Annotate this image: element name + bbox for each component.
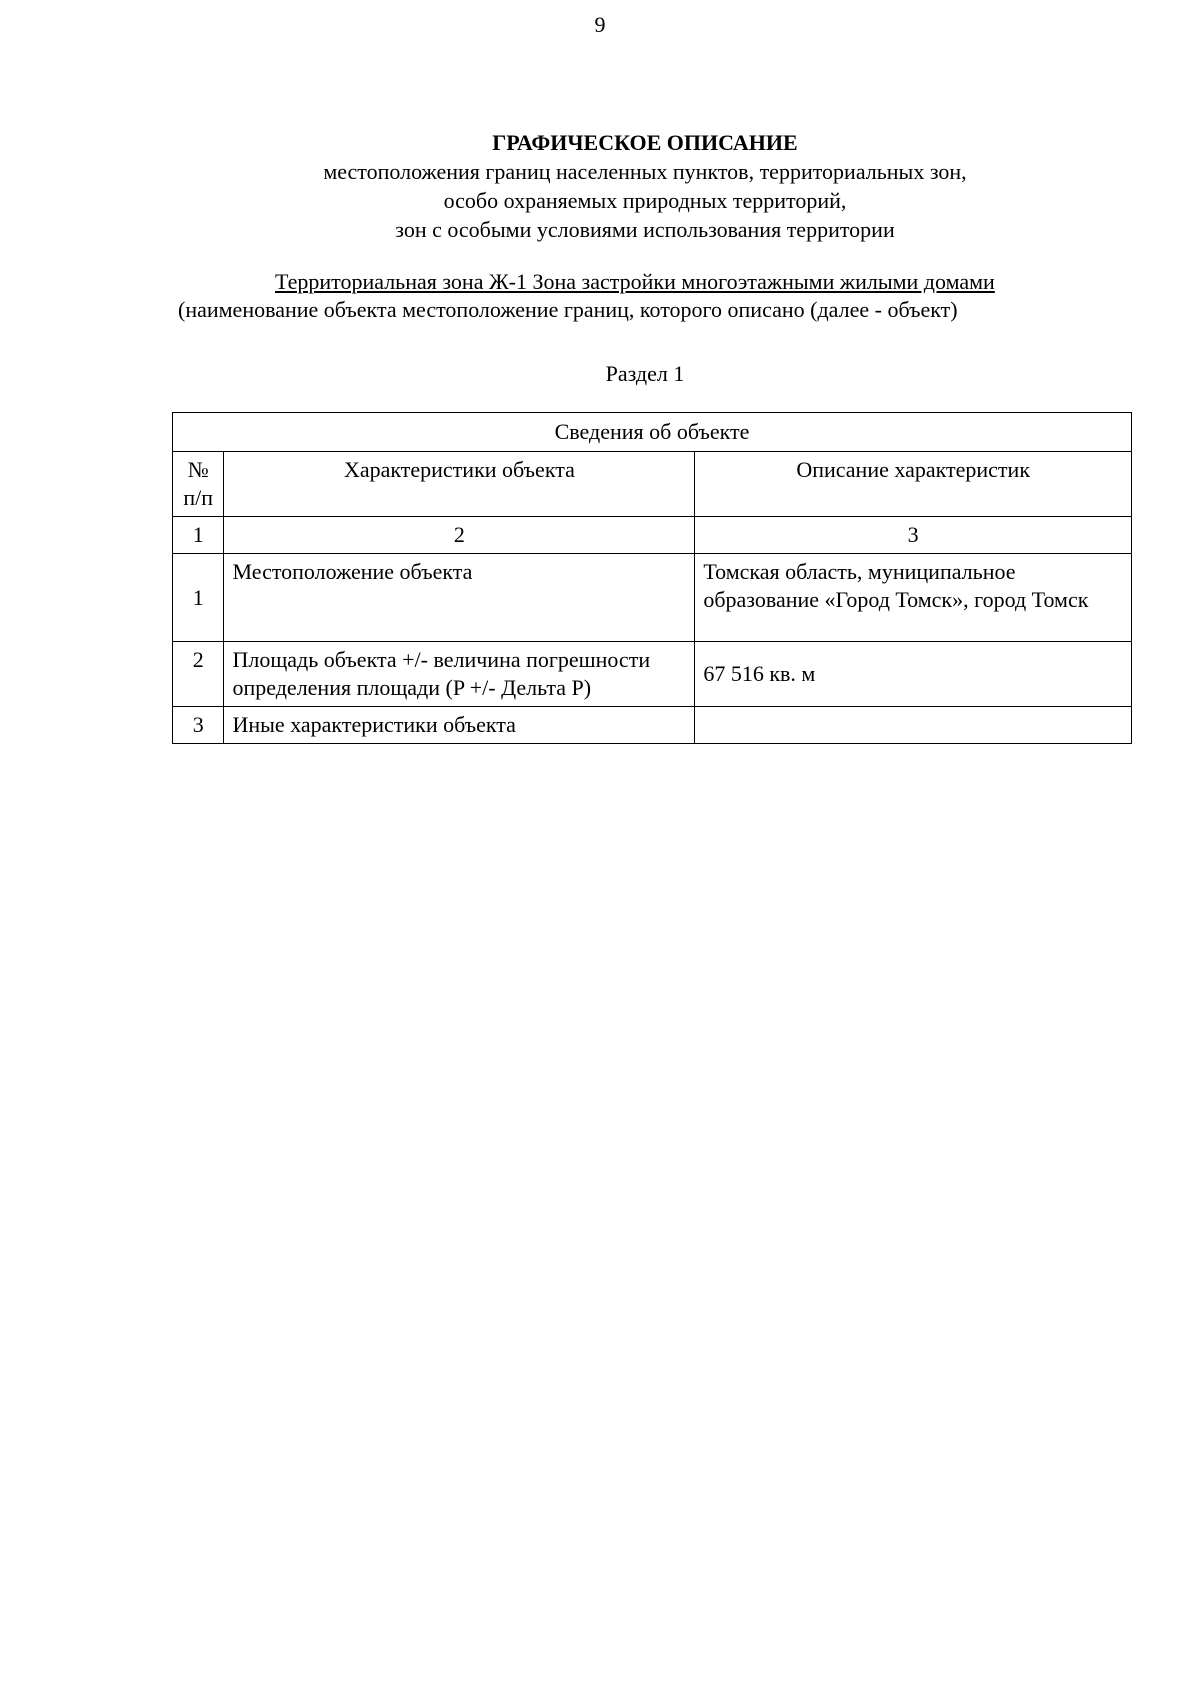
index-cell-1: 1 (173, 517, 224, 554)
table-caption-row (173, 413, 1132, 452)
page-number: 9 (594, 12, 606, 37)
row-description: 67 516 кв. м (695, 642, 1132, 707)
document-subtitle-line-3: зон с особыми условиями использования территории (395, 217, 895, 242)
table-row (173, 642, 1132, 707)
section-title: Раздел 1 (605, 361, 685, 386)
document-subtitle-line-2: особо охраняемых природных территорий, (443, 188, 847, 213)
index-cell-3: 3 (695, 517, 1132, 554)
row-characteristic: Местоположение объекта (224, 554, 695, 642)
document-header (0, 128, 1200, 244)
table-caption: Сведения об объекте (173, 413, 1132, 452)
row-num: 1 (173, 554, 224, 642)
table-row (173, 554, 1132, 642)
document-title: ГРАФИЧЕСКОЕ ОПИСАНИЕ (492, 130, 798, 155)
object-name: Территориальная зона Ж-1 Зона застройки многоэтажными жилыми домами (275, 269, 995, 294)
header-characteristic: Характеристики объекта (224, 452, 695, 517)
object-info-table (172, 412, 1132, 744)
table-index-row (173, 517, 1132, 554)
row-num: 3 (173, 707, 224, 744)
document-subtitle-line-1: местоположения границ населенных пунктов, территориальных зон, (323, 159, 967, 184)
header-description: Описание характеристик (695, 452, 1132, 517)
object-caption: (наименование объекта местоположение границ, которого описано (далее - объект) (178, 297, 958, 322)
table-row (173, 707, 1132, 744)
row-characteristic: Площадь объекта +/- величина погрешности определения площади (P +/- Дельта P) (224, 642, 695, 707)
row-description: Томская область, муниципальное образование «Город Томск», город Томск (695, 554, 1132, 642)
index-cell-2: 2 (224, 517, 695, 554)
row-description (695, 707, 1132, 744)
row-num: 2 (173, 642, 224, 707)
table-header-row (173, 452, 1132, 517)
row-characteristic: Иные характеристики объекта (224, 707, 695, 744)
header-num: № п/п (173, 452, 224, 517)
